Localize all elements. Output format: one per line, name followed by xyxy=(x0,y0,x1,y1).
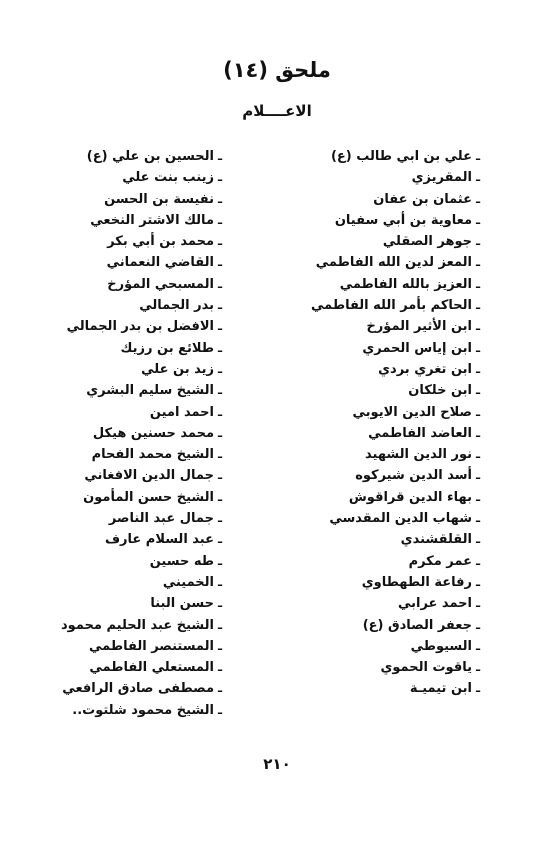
person-name: الشيخ محمد الفحام xyxy=(91,447,214,463)
section-heading: الاعــــلام xyxy=(242,102,312,120)
list-item xyxy=(11,146,226,167)
list-item xyxy=(274,657,484,678)
list-item xyxy=(274,189,484,210)
bullet-dash: ـ xyxy=(217,553,223,568)
bullet-dash: ـ xyxy=(217,234,223,249)
list-item xyxy=(11,700,226,721)
list-item xyxy=(11,508,226,529)
person-name: الشيخ سليم البشري xyxy=(86,383,214,399)
bullet-dash: ـ xyxy=(217,298,223,313)
bullet-dash: ـ xyxy=(475,276,481,291)
list-item xyxy=(11,252,226,273)
list-item xyxy=(274,359,484,380)
list-item xyxy=(274,529,484,550)
list-item xyxy=(11,636,226,657)
appendix-title: ملحق (١٤) xyxy=(223,58,331,82)
bullet-dash: ـ xyxy=(475,191,481,206)
bullet-dash: ـ xyxy=(217,319,223,334)
person-name: العزيز بالله الفاطمي xyxy=(339,276,472,292)
list-item xyxy=(274,316,484,337)
list-item xyxy=(11,316,226,337)
bullet-dash: ـ xyxy=(475,383,481,398)
list-item xyxy=(11,657,226,678)
list-item xyxy=(11,572,226,593)
bullet-dash: ـ xyxy=(475,361,481,376)
person-name: بدر الجمالي xyxy=(139,298,214,314)
bullet-dash: ـ xyxy=(475,149,481,163)
person-name: المقريزي xyxy=(411,170,472,186)
bullet-dash: ـ xyxy=(475,340,481,355)
person-name: بهاء الدين قراقوش xyxy=(348,489,472,505)
list-item xyxy=(274,423,484,444)
person-name: محمد بن أبي بكر xyxy=(107,234,214,250)
list-item xyxy=(274,615,484,636)
list-item xyxy=(11,295,226,316)
bullet-dash: ـ xyxy=(217,532,223,547)
person-name: المسبحي المؤرخ xyxy=(107,276,214,292)
person-name: ابن خلكان xyxy=(408,383,472,399)
person-name: المستنصر الفاطمي xyxy=(88,638,214,654)
bullet-dash: ـ xyxy=(475,404,481,419)
list-item xyxy=(274,678,484,699)
bullet-dash: ـ xyxy=(217,212,223,227)
list-item xyxy=(274,572,484,593)
person-name: نور الدين الشهيد xyxy=(365,447,472,463)
person-name: ابن تيميـة xyxy=(409,681,472,697)
list-item xyxy=(11,274,226,295)
bullet-dash: ـ xyxy=(217,468,223,483)
list-item xyxy=(274,465,484,486)
bullet-dash: ـ xyxy=(475,298,481,313)
bullet-dash: ـ xyxy=(217,574,223,589)
person-name: جمال الدين الافغاني xyxy=(84,468,214,484)
bullet-dash: ـ xyxy=(475,319,481,334)
list-item xyxy=(11,167,226,188)
list-item xyxy=(11,338,226,359)
bullet-dash: ـ xyxy=(217,702,223,717)
person-name: شهاب الدين المقدسي xyxy=(329,511,472,527)
person-name: جوهر الصقلي xyxy=(382,234,472,250)
person-name: عثمان بن عفان xyxy=(373,191,472,207)
page-number: ٢١٠ xyxy=(263,755,291,773)
person-name: عبد السلام عارف xyxy=(104,532,214,548)
person-name: نفيسة بن الحسن xyxy=(104,191,214,207)
bullet-dash: ـ xyxy=(217,511,223,526)
bullet-dash: ـ xyxy=(217,170,223,185)
person-name: المعز لدين الله الفاطمي xyxy=(315,255,472,271)
person-name: القلقشندي xyxy=(400,532,472,548)
person-name: الحاكم بأمر الله الفاطمي xyxy=(310,298,472,314)
bullet-dash: ـ xyxy=(475,489,481,504)
bullet-dash: ـ xyxy=(475,532,481,547)
bullet-dash: ـ xyxy=(217,425,223,440)
list-item xyxy=(274,636,484,657)
person-name: حسن البنا xyxy=(150,596,214,612)
bullet-dash: ـ xyxy=(475,638,481,653)
list-item xyxy=(11,231,226,252)
bullet-dash: ـ xyxy=(217,404,223,419)
list-item xyxy=(11,189,226,210)
list-item xyxy=(274,274,484,295)
names-list-left xyxy=(11,146,226,721)
list-item xyxy=(11,444,226,465)
person-name: المستعلي الفاطمي xyxy=(89,660,214,676)
person-name: ياقوت الحموي xyxy=(380,660,472,676)
person-name: صلاح الدين الايوبي xyxy=(352,404,472,420)
person-name: الخميني xyxy=(162,574,214,590)
list-item xyxy=(274,508,484,529)
list-item xyxy=(274,444,484,465)
list-item xyxy=(11,359,226,380)
names-list-right xyxy=(274,146,484,700)
list-item xyxy=(274,252,484,273)
person-name: الافضل بن بدر الجمالي xyxy=(66,319,214,335)
bullet-dash: ـ xyxy=(475,255,481,270)
person-name: جمال عبد الناصر xyxy=(108,511,214,527)
person-name: الشيخ عبد الحليم محمود xyxy=(61,617,214,633)
list-item xyxy=(11,423,226,444)
person-name: طه حسين xyxy=(149,553,214,569)
list-item xyxy=(11,210,226,231)
list-item xyxy=(274,231,484,252)
bullet-dash: ـ xyxy=(475,660,481,675)
bullet-dash: ـ xyxy=(475,511,481,526)
list-item xyxy=(274,210,484,231)
bullet-dash: ـ xyxy=(217,617,223,632)
bullet-dash: ـ xyxy=(217,191,223,206)
bullet-dash: ـ xyxy=(475,447,481,462)
bullet-dash: ـ xyxy=(217,149,223,163)
list-item xyxy=(11,551,226,572)
person-name: زينب بنت علي xyxy=(122,170,214,186)
person-name: احمد عرابي xyxy=(397,596,472,612)
bullet-dash: ـ xyxy=(475,212,481,227)
list-item xyxy=(11,402,226,423)
bullet-dash: ـ xyxy=(217,276,223,291)
list-item xyxy=(11,487,226,508)
list-item xyxy=(11,615,226,636)
person-name: الحسين بن علي (ع) xyxy=(86,149,214,164)
list-item xyxy=(11,593,226,614)
person-name: السيوطي xyxy=(410,638,472,654)
person-name: القاضي النعماني xyxy=(106,255,214,271)
bullet-dash: ـ xyxy=(217,489,223,504)
bullet-dash: ـ xyxy=(475,681,481,696)
bullet-dash: ـ xyxy=(217,596,223,611)
list-item xyxy=(274,146,484,167)
bullet-dash: ـ xyxy=(475,170,481,185)
bullet-dash: ـ xyxy=(475,234,481,249)
bullet-dash: ـ xyxy=(475,468,481,483)
person-name: ابن الأثير المؤرخ xyxy=(366,319,472,335)
person-name: العاضد الفاطمي xyxy=(368,425,472,441)
bullet-dash: ـ xyxy=(217,660,223,675)
bullet-dash: ـ xyxy=(217,681,223,696)
bullet-dash: ـ xyxy=(475,553,481,568)
person-name: مصطفى صادق الرافعي xyxy=(62,681,214,697)
bullet-dash: ـ xyxy=(217,447,223,462)
bullet-dash: ـ xyxy=(475,425,481,440)
person-name: مالك الاشتر النخعي xyxy=(90,212,214,228)
person-name: محمد حسنين هيكل xyxy=(92,425,214,441)
person-name: ابن تغري بردي xyxy=(378,361,472,377)
bullet-dash: ـ xyxy=(217,340,223,355)
person-name: الشيخ حسن المأمون xyxy=(83,489,214,505)
person-name: أسد الدين شيركوه xyxy=(355,468,472,484)
bullet-dash: ـ xyxy=(217,383,223,398)
bullet-dash: ـ xyxy=(217,638,223,653)
person-name: زيد بن علي xyxy=(141,361,214,377)
person-name: علي بن ابي طالب (ع) xyxy=(330,149,472,164)
list-item xyxy=(274,167,484,188)
bullet-dash: ـ xyxy=(217,361,223,376)
list-item xyxy=(11,380,226,401)
person-name: احمد امين xyxy=(149,404,214,420)
person-name: طلائع بن رزيك xyxy=(120,340,214,356)
bullet-dash: ـ xyxy=(475,596,481,611)
list-item xyxy=(274,593,484,614)
person-name: عمر مكرم xyxy=(408,553,472,569)
list-item xyxy=(274,295,484,316)
list-item xyxy=(274,338,484,359)
list-item xyxy=(274,487,484,508)
list-item xyxy=(274,380,484,401)
list-item xyxy=(274,551,484,572)
list-item xyxy=(274,402,484,423)
person-name: رفاعة الطهطاوي xyxy=(361,574,472,590)
person-name: ابن إياس الحمري xyxy=(362,340,472,356)
bullet-dash: ـ xyxy=(475,617,481,632)
list-item xyxy=(11,529,226,550)
person-name: جعفر الصادق (ع) xyxy=(362,617,472,633)
person-name: معاوية بن أبي سفيان xyxy=(334,212,472,228)
bullet-dash: ـ xyxy=(217,255,223,270)
list-item xyxy=(11,678,226,699)
list-item xyxy=(11,465,226,486)
bullet-dash: ـ xyxy=(475,574,481,589)
person-name: الشيخ محمود شلتوت.. xyxy=(72,702,214,718)
